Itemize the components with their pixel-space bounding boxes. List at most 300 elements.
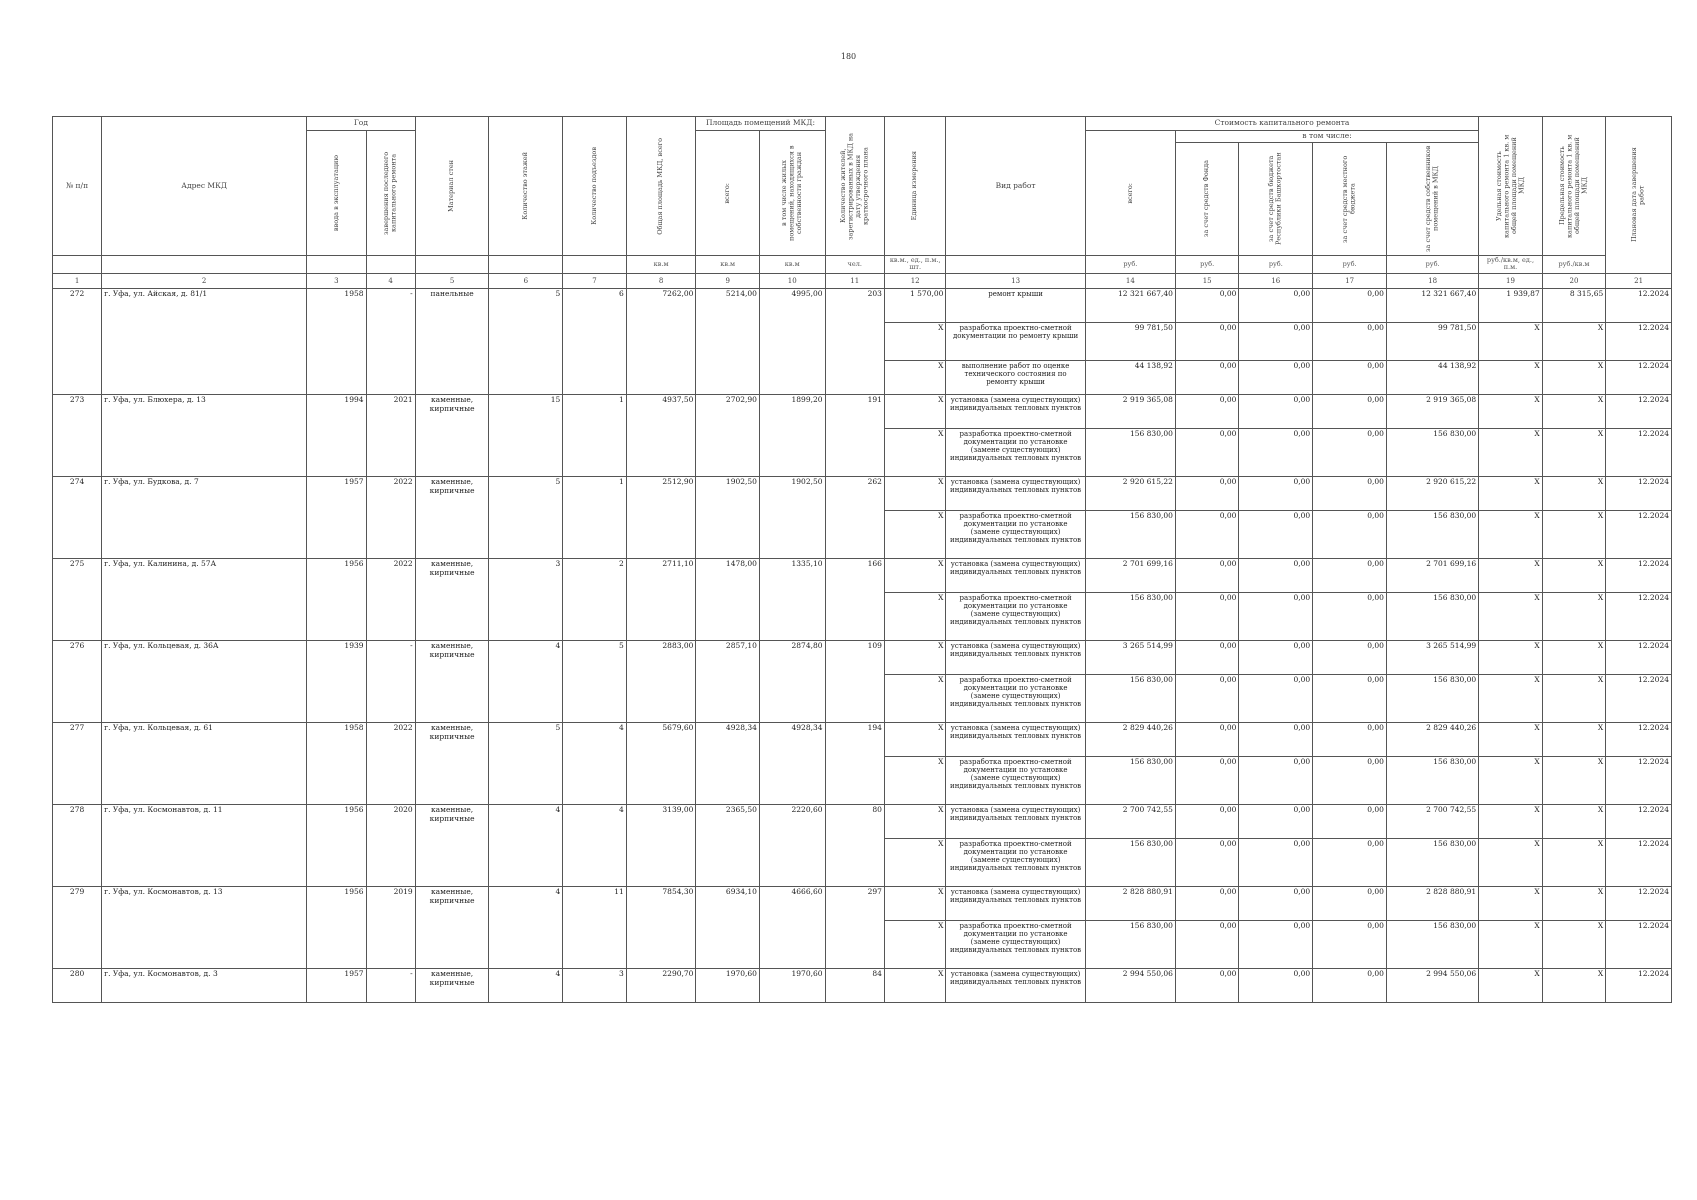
cost-republic-cell: 0,00 bbox=[1239, 510, 1313, 558]
wall-material-cell: каменные, кирпичные bbox=[415, 476, 489, 558]
header-num: № п/п bbox=[53, 117, 102, 256]
table-row bbox=[53, 558, 1672, 592]
unit-cost-cell: X bbox=[1479, 558, 1543, 592]
table-row bbox=[53, 476, 1672, 510]
floors-cell: 4 bbox=[489, 968, 563, 1002]
unit-cell: кв.м., ед., п.м., шт. bbox=[884, 256, 945, 274]
row-number: 272 bbox=[53, 288, 102, 394]
max-cost-cell: X bbox=[1542, 804, 1606, 838]
area-all-cell: 2365,50 bbox=[696, 804, 760, 886]
cost-local-cell: 0,00 bbox=[1313, 968, 1387, 1002]
work-type-cell: установка (замена существующих) индивидуальных тепловых пунктов bbox=[946, 476, 1085, 510]
residents-cell: 191 bbox=[825, 394, 884, 476]
cost-owners-cell: 156 830,00 bbox=[1386, 756, 1478, 804]
cost-local-cell: 0,00 bbox=[1313, 886, 1387, 920]
entrances-cell: 1 bbox=[563, 394, 627, 476]
max-cost-cell: X bbox=[1542, 838, 1606, 886]
cost-total-cell: 2 920 615,22 bbox=[1085, 476, 1175, 510]
header-entrances: Количество подъездов bbox=[563, 117, 627, 256]
deadline-cell: 12.2024 bbox=[1606, 804, 1672, 838]
max-cost-cell: X bbox=[1542, 722, 1606, 756]
deadline-cell: 12.2024 bbox=[1606, 510, 1672, 558]
table-row bbox=[53, 968, 1672, 1002]
header-cost-fund: за счет средств Фонда bbox=[1175, 143, 1239, 256]
max-cost-cell: X bbox=[1542, 476, 1606, 510]
quantity-cell: X bbox=[884, 722, 945, 756]
row-number: 278 bbox=[53, 804, 102, 886]
header-year-group: Год bbox=[307, 117, 416, 131]
unit-cell: кв.м bbox=[626, 256, 696, 274]
table-row bbox=[53, 804, 1672, 838]
cost-total-cell: 2 994 550,06 bbox=[1085, 968, 1175, 1002]
floors-cell: 5 bbox=[489, 722, 563, 804]
cost-total-cell: 2 919 365,08 bbox=[1085, 394, 1175, 428]
cost-republic-cell: 0,00 bbox=[1239, 804, 1313, 838]
entrances-cell: 4 bbox=[563, 804, 627, 886]
cost-republic-cell: 0,00 bbox=[1239, 476, 1313, 510]
header-work-type: Вид работ bbox=[946, 117, 1085, 256]
area-all-cell: 2857,10 bbox=[696, 640, 760, 722]
quantity-cell: X bbox=[884, 640, 945, 674]
work-type-cell: разработка проектно-сметной документации по установке (замене существующих) индивидуальных тепловых пунктов bbox=[946, 510, 1085, 558]
unit-cost-cell: X bbox=[1479, 804, 1543, 838]
unit-cost-cell: X bbox=[1479, 640, 1543, 674]
unit-cost-cell: X bbox=[1479, 756, 1543, 804]
total-area-cell: 7854,30 bbox=[626, 886, 696, 968]
cost-fund-cell: 0,00 bbox=[1175, 756, 1239, 804]
column-index: 19 bbox=[1479, 273, 1543, 288]
cost-total-cell: 156 830,00 bbox=[1085, 592, 1175, 640]
cost-owners-cell: 2 701 699,16 bbox=[1386, 558, 1478, 592]
cost-total-cell: 156 830,00 bbox=[1085, 920, 1175, 968]
residents-cell: 297 bbox=[825, 886, 884, 968]
cost-total-cell: 44 138,92 bbox=[1085, 360, 1175, 394]
column-index: 16 bbox=[1239, 273, 1313, 288]
max-cost-cell: X bbox=[1542, 640, 1606, 674]
max-cost-cell: X bbox=[1542, 886, 1606, 920]
table-row bbox=[53, 722, 1672, 756]
row-number: 274 bbox=[53, 476, 102, 558]
unit-cost-cell: X bbox=[1479, 838, 1543, 886]
column-index: 13 bbox=[946, 273, 1085, 288]
year-repair-cell: - bbox=[366, 968, 415, 1002]
units-row bbox=[53, 256, 1672, 274]
max-cost-cell: 8 315,65 bbox=[1542, 288, 1606, 322]
cost-owners-cell: 2 700 742,55 bbox=[1386, 804, 1478, 838]
row-number: 275 bbox=[53, 558, 102, 640]
column-index-row bbox=[53, 273, 1672, 288]
cost-owners-cell: 156 830,00 bbox=[1386, 838, 1478, 886]
unit-cost-cell: X bbox=[1479, 476, 1543, 510]
cost-republic-cell: 0,00 bbox=[1239, 968, 1313, 1002]
header-cost-owners: за счет средств собственников помещений в МКД bbox=[1386, 143, 1478, 256]
unit-cell: кв.м bbox=[696, 256, 760, 274]
max-cost-cell: X bbox=[1542, 968, 1606, 1002]
work-type-cell: установка (замена существующих) индивидуальных тепловых пунктов bbox=[946, 968, 1085, 1002]
cost-total-cell: 156 830,00 bbox=[1085, 756, 1175, 804]
table-body bbox=[53, 288, 1672, 1002]
cost-total-cell: 156 830,00 bbox=[1085, 428, 1175, 476]
cost-total-cell: 2 701 699,16 bbox=[1085, 558, 1175, 592]
total-area-cell: 2512,90 bbox=[626, 476, 696, 558]
cost-fund-cell: 0,00 bbox=[1175, 920, 1239, 968]
cost-republic-cell: 0,00 bbox=[1239, 756, 1313, 804]
header-year-commission: ввода в эксплуатацию bbox=[307, 131, 366, 256]
address-cell: г. Уфа, ул. Кольцевая, д. 36А bbox=[102, 640, 307, 722]
cost-total-cell: 2 829 440,26 bbox=[1085, 722, 1175, 756]
area-residential-cell: 1902,50 bbox=[759, 476, 825, 558]
max-cost-cell: X bbox=[1542, 510, 1606, 558]
wall-material-cell: каменные, кирпичные bbox=[415, 394, 489, 476]
wall-material-cell: каменные, кирпичные bbox=[415, 886, 489, 968]
cost-local-cell: 0,00 bbox=[1313, 838, 1387, 886]
wall-material-cell: каменные, кирпичные bbox=[415, 722, 489, 804]
unit-cost-cell: X bbox=[1479, 322, 1543, 360]
cost-owners-cell: 156 830,00 bbox=[1386, 920, 1478, 968]
cost-fund-cell: 0,00 bbox=[1175, 288, 1239, 322]
cost-owners-cell: 99 781,50 bbox=[1386, 322, 1478, 360]
column-index: 3 bbox=[307, 273, 366, 288]
column-index: 2 bbox=[102, 273, 307, 288]
row-number: 276 bbox=[53, 640, 102, 722]
year-built-cell: 1956 bbox=[307, 558, 366, 640]
cost-fund-cell: 0,00 bbox=[1175, 886, 1239, 920]
unit-cost-cell: X bbox=[1479, 510, 1543, 558]
work-type-cell: выполнение работ по оценке технического состояния по ремонту крыши bbox=[946, 360, 1085, 394]
cost-fund-cell: 0,00 bbox=[1175, 804, 1239, 838]
cost-fund-cell: 0,00 bbox=[1175, 722, 1239, 756]
quantity-cell: X bbox=[884, 838, 945, 886]
deadline-cell: 12.2024 bbox=[1606, 838, 1672, 886]
cost-local-cell: 0,00 bbox=[1313, 510, 1387, 558]
unit-cell: чел. bbox=[825, 256, 884, 274]
work-type-cell: ремонт крыши bbox=[946, 288, 1085, 322]
cost-owners-cell: 2 828 880,91 bbox=[1386, 886, 1478, 920]
address-cell: г. Уфа, ул. Космонавтов, д. 11 bbox=[102, 804, 307, 886]
cost-total-cell: 2 700 742,55 bbox=[1085, 804, 1175, 838]
header-unit: Единица измерения bbox=[884, 117, 945, 256]
cost-local-cell: 0,00 bbox=[1313, 360, 1387, 394]
quantity-cell: X bbox=[884, 756, 945, 804]
column-index: 4 bbox=[366, 273, 415, 288]
year-built-cell: 1956 bbox=[307, 886, 366, 968]
year-built-cell: 1956 bbox=[307, 804, 366, 886]
address-cell: г. Уфа, ул. Кольцевая, д. 61 bbox=[102, 722, 307, 804]
quantity-cell: X bbox=[884, 476, 945, 510]
max-cost-cell: X bbox=[1542, 592, 1606, 640]
cost-owners-cell: 44 138,92 bbox=[1386, 360, 1478, 394]
unit-cell: руб. bbox=[1085, 256, 1175, 274]
total-area-cell: 5679,60 bbox=[626, 722, 696, 804]
residents-cell: 203 bbox=[825, 288, 884, 394]
unit-cell: руб. bbox=[1313, 256, 1387, 274]
area-residential-cell: 2874,80 bbox=[759, 640, 825, 722]
column-index: 12 bbox=[884, 273, 945, 288]
quantity-cell: X bbox=[884, 968, 945, 1002]
cost-local-cell: 0,00 bbox=[1313, 288, 1387, 322]
quantity-cell: 1 570,00 bbox=[884, 288, 945, 322]
address-cell: г. Уфа, ул. Будкова, д. 7 bbox=[102, 476, 307, 558]
work-type-cell: установка (замена существующих) индивидуальных тепловых пунктов bbox=[946, 722, 1085, 756]
column-index: 17 bbox=[1313, 273, 1387, 288]
residents-cell: 80 bbox=[825, 804, 884, 886]
cost-fund-cell: 0,00 bbox=[1175, 674, 1239, 722]
quantity-cell: X bbox=[884, 592, 945, 640]
column-index: 15 bbox=[1175, 273, 1239, 288]
work-type-cell: разработка проектно-сметной документации по установке (замене существующих) индивидуальных тепловых пунктов bbox=[946, 428, 1085, 476]
cost-republic-cell: 0,00 bbox=[1239, 886, 1313, 920]
cost-total-cell: 99 781,50 bbox=[1085, 322, 1175, 360]
header-cost-group: Стоимость капитального ремонта bbox=[1085, 117, 1478, 131]
unit-cell: руб./кв.м bbox=[1542, 256, 1606, 274]
cost-owners-cell: 156 830,00 bbox=[1386, 428, 1478, 476]
quantity-cell: X bbox=[884, 428, 945, 476]
column-index: 1 bbox=[53, 273, 102, 288]
column-index: 10 bbox=[759, 273, 825, 288]
cost-republic-cell: 0,00 bbox=[1239, 592, 1313, 640]
work-type-cell: установка (замена существующих) индивидуальных тепловых пунктов bbox=[946, 886, 1085, 920]
unit-cost-cell: X bbox=[1479, 674, 1543, 722]
deadline-cell: 12.2024 bbox=[1606, 968, 1672, 1002]
quantity-cell: X bbox=[884, 322, 945, 360]
header-deadline: Плановая дата завершения работ bbox=[1606, 117, 1672, 274]
header-residents: Количество жителей, зарегистрированных в МКД на дату утверждения краткосрочного плана bbox=[825, 117, 884, 256]
cost-republic-cell: 0,00 bbox=[1239, 640, 1313, 674]
residents-cell: 262 bbox=[825, 476, 884, 558]
year-built-cell: 1994 bbox=[307, 394, 366, 476]
deadline-cell: 12.2024 bbox=[1606, 756, 1672, 804]
address-cell: г. Уфа, ул. Калинина, д. 57А bbox=[102, 558, 307, 640]
cost-republic-cell: 0,00 bbox=[1239, 360, 1313, 394]
address-cell: г. Уфа, ул. Блюхера, д. 13 bbox=[102, 394, 307, 476]
work-type-cell: разработка проектно-сметной документации по ремонту крыши bbox=[946, 322, 1085, 360]
row-number: 277 bbox=[53, 722, 102, 804]
wall-material-cell: каменные, кирпичные bbox=[415, 968, 489, 1002]
total-area-cell: 2883,00 bbox=[626, 640, 696, 722]
cost-local-cell: 0,00 bbox=[1313, 804, 1387, 838]
area-all-cell: 2702,90 bbox=[696, 394, 760, 476]
unit-cell: руб./кв.м, ед., п.м. bbox=[1479, 256, 1543, 274]
quantity-cell: X bbox=[884, 920, 945, 968]
max-cost-cell: X bbox=[1542, 674, 1606, 722]
entrances-cell: 6 bbox=[563, 288, 627, 394]
header-premises-group: Площадь помещений МКД: bbox=[696, 117, 825, 131]
cost-republic-cell: 0,00 bbox=[1239, 428, 1313, 476]
work-type-cell: разработка проектно-сметной документации по установке (замене существующих) индивидуальных тепловых пунктов bbox=[946, 838, 1085, 886]
cost-republic-cell: 0,00 bbox=[1239, 558, 1313, 592]
header-wall-material: Материал стен bbox=[415, 117, 489, 256]
max-cost-cell: X bbox=[1542, 756, 1606, 804]
row-number: 273 bbox=[53, 394, 102, 476]
table-row bbox=[53, 394, 1672, 428]
unit-cost-cell: X bbox=[1479, 886, 1543, 920]
wall-material-cell: каменные, кирпичные bbox=[415, 640, 489, 722]
deadline-cell: 12.2024 bbox=[1606, 394, 1672, 428]
header-cost-including: в том числе: bbox=[1175, 131, 1478, 143]
area-all-cell: 6934,10 bbox=[696, 886, 760, 968]
max-cost-cell: X bbox=[1542, 394, 1606, 428]
unit-cost-cell: X bbox=[1479, 428, 1543, 476]
column-index: 14 bbox=[1085, 273, 1175, 288]
cost-fund-cell: 0,00 bbox=[1175, 428, 1239, 476]
work-type-cell: разработка проектно-сметной документации по установке (замене существующих) индивидуальных тепловых пунктов bbox=[946, 920, 1085, 968]
work-type-cell: установка (замена существующих) индивидуальных тепловых пунктов bbox=[946, 804, 1085, 838]
total-area-cell: 7262,00 bbox=[626, 288, 696, 394]
header-premises-residential: в том числе жилых помещений, находящихся в собственности граждан bbox=[759, 131, 825, 256]
cost-republic-cell: 0,00 bbox=[1239, 920, 1313, 968]
deadline-cell: 12.2024 bbox=[1606, 558, 1672, 592]
deadline-cell: 12.2024 bbox=[1606, 674, 1672, 722]
unit-cell: руб. bbox=[1386, 256, 1478, 274]
cost-fund-cell: 0,00 bbox=[1175, 558, 1239, 592]
column-index: 11 bbox=[825, 273, 884, 288]
header-year-last-repair: завершения последнего капитального ремонта bbox=[366, 131, 415, 256]
address-cell: г. Уфа, ул. Айская, д. 81/1 bbox=[102, 288, 307, 394]
cost-owners-cell: 2 994 550,06 bbox=[1386, 968, 1478, 1002]
header-address: Адрес МКД bbox=[102, 117, 307, 256]
cost-owners-cell: 2 829 440,26 bbox=[1386, 722, 1478, 756]
area-residential-cell: 1970,60 bbox=[759, 968, 825, 1002]
quantity-cell: X bbox=[884, 558, 945, 592]
quantity-cell: X bbox=[884, 886, 945, 920]
row-number: 280 bbox=[53, 968, 102, 1002]
work-type-cell: разработка проектно-сметной документации по установке (замене существующих) индивидуальных тепловых пунктов bbox=[946, 592, 1085, 640]
wall-material-cell: каменные, кирпичные bbox=[415, 804, 489, 886]
floors-cell: 4 bbox=[489, 640, 563, 722]
max-cost-cell: X bbox=[1542, 428, 1606, 476]
cost-fund-cell: 0,00 bbox=[1175, 592, 1239, 640]
cost-local-cell: 0,00 bbox=[1313, 674, 1387, 722]
work-type-cell: разработка проектно-сметной документации по установке (замене существующих) индивидуальных тепловых пунктов bbox=[946, 674, 1085, 722]
header-premises-all: всего: bbox=[696, 131, 760, 256]
entrances-cell: 2 bbox=[563, 558, 627, 640]
floors-cell: 4 bbox=[489, 886, 563, 968]
deadline-cell: 12.2024 bbox=[1606, 592, 1672, 640]
area-all-cell: 1970,60 bbox=[696, 968, 760, 1002]
area-all-cell: 4928,34 bbox=[696, 722, 760, 804]
area-residential-cell: 1899,20 bbox=[759, 394, 825, 476]
year-repair-cell: 2019 bbox=[366, 886, 415, 968]
quantity-cell: X bbox=[884, 510, 945, 558]
year-repair-cell: 2022 bbox=[366, 558, 415, 640]
work-type-cell: разработка проектно-сметной документации по установке (замене существующих) индивидуальных тепловых пунктов bbox=[946, 756, 1085, 804]
cost-fund-cell: 0,00 bbox=[1175, 394, 1239, 428]
area-residential-cell: 1335,10 bbox=[759, 558, 825, 640]
total-area-cell: 3139,00 bbox=[626, 804, 696, 886]
area-all-cell: 1478,00 bbox=[696, 558, 760, 640]
cost-total-cell: 156 830,00 bbox=[1085, 674, 1175, 722]
unit-cost-cell: X bbox=[1479, 592, 1543, 640]
cost-republic-cell: 0,00 bbox=[1239, 838, 1313, 886]
unit-cost-cell: X bbox=[1479, 722, 1543, 756]
table-row bbox=[53, 288, 1672, 322]
entrances-cell: 1 bbox=[563, 476, 627, 558]
deadline-cell: 12.2024 bbox=[1606, 640, 1672, 674]
header-cost-local: за счет средств местного бюджета bbox=[1313, 143, 1387, 256]
cost-fund-cell: 0,00 bbox=[1175, 476, 1239, 510]
work-type-cell: установка (замена существующих) индивидуальных тепловых пунктов bbox=[946, 394, 1085, 428]
wall-material-cell: панельные bbox=[415, 288, 489, 394]
unit-cell: руб. bbox=[1175, 256, 1239, 274]
table-header bbox=[53, 117, 1672, 289]
cost-local-cell: 0,00 bbox=[1313, 920, 1387, 968]
deadline-cell: 12.2024 bbox=[1606, 476, 1672, 510]
header-cost-total: всего: bbox=[1085, 131, 1175, 256]
capital-repair-table bbox=[52, 116, 1672, 1003]
column-index: 21 bbox=[1606, 273, 1672, 288]
unit-cost-cell: X bbox=[1479, 360, 1543, 394]
max-cost-cell: X bbox=[1542, 322, 1606, 360]
cost-owners-cell: 2 919 365,08 bbox=[1386, 394, 1478, 428]
floors-cell: 5 bbox=[489, 288, 563, 394]
header-total-area: Общая площадь МКД, всего bbox=[626, 117, 696, 256]
cost-local-cell: 0,00 bbox=[1313, 756, 1387, 804]
cost-fund-cell: 0,00 bbox=[1175, 322, 1239, 360]
cost-local-cell: 0,00 bbox=[1313, 722, 1387, 756]
cost-republic-cell: 0,00 bbox=[1239, 394, 1313, 428]
total-area-cell: 4937,50 bbox=[626, 394, 696, 476]
max-cost-cell: X bbox=[1542, 920, 1606, 968]
max-cost-cell: X bbox=[1542, 558, 1606, 592]
deadline-cell: 12.2024 bbox=[1606, 428, 1672, 476]
deadline-cell: 12.2024 bbox=[1606, 360, 1672, 394]
column-index: 6 bbox=[489, 273, 563, 288]
column-index: 20 bbox=[1542, 273, 1606, 288]
cost-local-cell: 0,00 bbox=[1313, 476, 1387, 510]
column-index: 9 bbox=[696, 273, 760, 288]
work-type-cell: установка (замена существующих) индивидуальных тепловых пунктов bbox=[946, 558, 1085, 592]
total-area-cell: 2290,70 bbox=[626, 968, 696, 1002]
cost-total-cell: 156 830,00 bbox=[1085, 838, 1175, 886]
cost-fund-cell: 0,00 bbox=[1175, 360, 1239, 394]
year-built-cell: 1939 bbox=[307, 640, 366, 722]
unit-cell: руб. bbox=[1239, 256, 1313, 274]
cost-local-cell: 0,00 bbox=[1313, 394, 1387, 428]
quantity-cell: X bbox=[884, 674, 945, 722]
cost-fund-cell: 0,00 bbox=[1175, 968, 1239, 1002]
quantity-cell: X bbox=[884, 804, 945, 838]
floors-cell: 4 bbox=[489, 804, 563, 886]
cost-owners-cell: 12 321 667,40 bbox=[1386, 288, 1478, 322]
year-built-cell: 1958 bbox=[307, 722, 366, 804]
cost-owners-cell: 156 830,00 bbox=[1386, 592, 1478, 640]
cost-local-cell: 0,00 bbox=[1313, 640, 1387, 674]
cost-republic-cell: 0,00 bbox=[1239, 288, 1313, 322]
unit-cell: кв.м bbox=[759, 256, 825, 274]
cost-local-cell: 0,00 bbox=[1313, 558, 1387, 592]
deadline-cell: 12.2024 bbox=[1606, 920, 1672, 968]
cost-total-cell: 3 265 514,99 bbox=[1085, 640, 1175, 674]
residents-cell: 109 bbox=[825, 640, 884, 722]
address-cell: г. Уфа, ул. Космонавтов, д. 3 bbox=[102, 968, 307, 1002]
floors-cell: 5 bbox=[489, 476, 563, 558]
entrances-cell: 3 bbox=[563, 968, 627, 1002]
deadline-cell: 12.2024 bbox=[1606, 722, 1672, 756]
work-type-cell: установка (замена существующих) индивидуальных тепловых пунктов bbox=[946, 640, 1085, 674]
cost-local-cell: 0,00 bbox=[1313, 428, 1387, 476]
row-number: 279 bbox=[53, 886, 102, 968]
column-index: 8 bbox=[626, 273, 696, 288]
area-residential-cell: 4928,34 bbox=[759, 722, 825, 804]
year-repair-cell: 2022 bbox=[366, 476, 415, 558]
cost-republic-cell: 0,00 bbox=[1239, 674, 1313, 722]
unit-cost-cell: X bbox=[1479, 920, 1543, 968]
total-area-cell: 2711,10 bbox=[626, 558, 696, 640]
cost-republic-cell: 0,00 bbox=[1239, 722, 1313, 756]
capital-repair-table-wrapper bbox=[52, 116, 1672, 1003]
column-index: 7 bbox=[563, 273, 627, 288]
cost-owners-cell: 2 920 615,22 bbox=[1386, 476, 1478, 510]
